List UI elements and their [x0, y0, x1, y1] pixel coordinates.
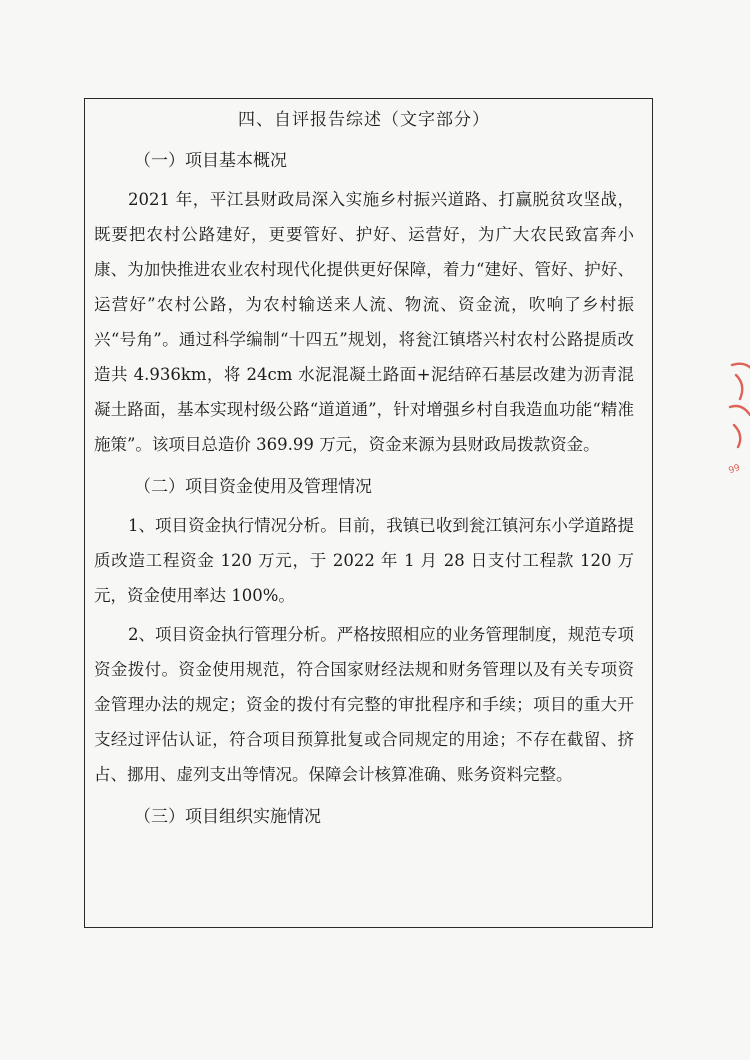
section-1-paragraph-1: 2021 年，平江县财政局深入实施乡村振兴道路、打赢脱贫攻坚战，既要把农村公路建好，更要管好、护好、运营好，为广大农民致富奔小康、为加快推进农业农村现代化提供更好保障，着力“建好、管好、护好、运营好”农村公路，为农村输送来人流、物流、资金流，吹响了乡村振兴“号角”。通过科学编制“十四五”规划，将瓮江镇塔兴村农村公路提质改造共 4.936km，将 24cm 水泥混凝土路面+泥结碎石基层改建为沥青混凝土路面，基本实现村级公路“道道通”，针对增强乡村自我造血功能“精准施策”。该项目总造价 369.99 万元，资金来源为县财政局拨款资金。: [94, 190, 634, 454]
section-2-paragraph-1: 1、项目资金执行情况分析。目前，我镇已收到瓮江镇河东小学道路提质改造工程资金 120 万元，于 2022 年 1 月 28 日支付工程款 120 万元，资金使用率达 100%。: [94, 516, 634, 605]
document-title: 四、自评报告综述（文字部分）: [238, 110, 490, 130]
section-heading-1: （一）项目基本概况: [134, 151, 287, 171]
seal-fragment-text: 99: [727, 462, 742, 477]
section-heading-2: （二）项目资金使用及管理情况: [134, 477, 372, 497]
section-2-paragraph-2: 2、项目资金执行管理分析。严格按照相应的业务管理制度，规范专项资金拨付。资金使用规范，符合国家财经法规和财务管理以及有关专项资金管理办法的规定；资金的拨付有完整的审批程序和手续；项目的重大开支经过评估认证，符合项目预算批复或合同规定的用途；不存在截留、挤占、挪用、虚列支出等情况。保障会计核算准确、账务资料完整。: [94, 625, 634, 784]
red-seal-fragment: [722, 355, 750, 480]
document-body: [94, 104, 634, 838]
section-heading-3: （三）项目组织实施情况: [134, 807, 321, 827]
